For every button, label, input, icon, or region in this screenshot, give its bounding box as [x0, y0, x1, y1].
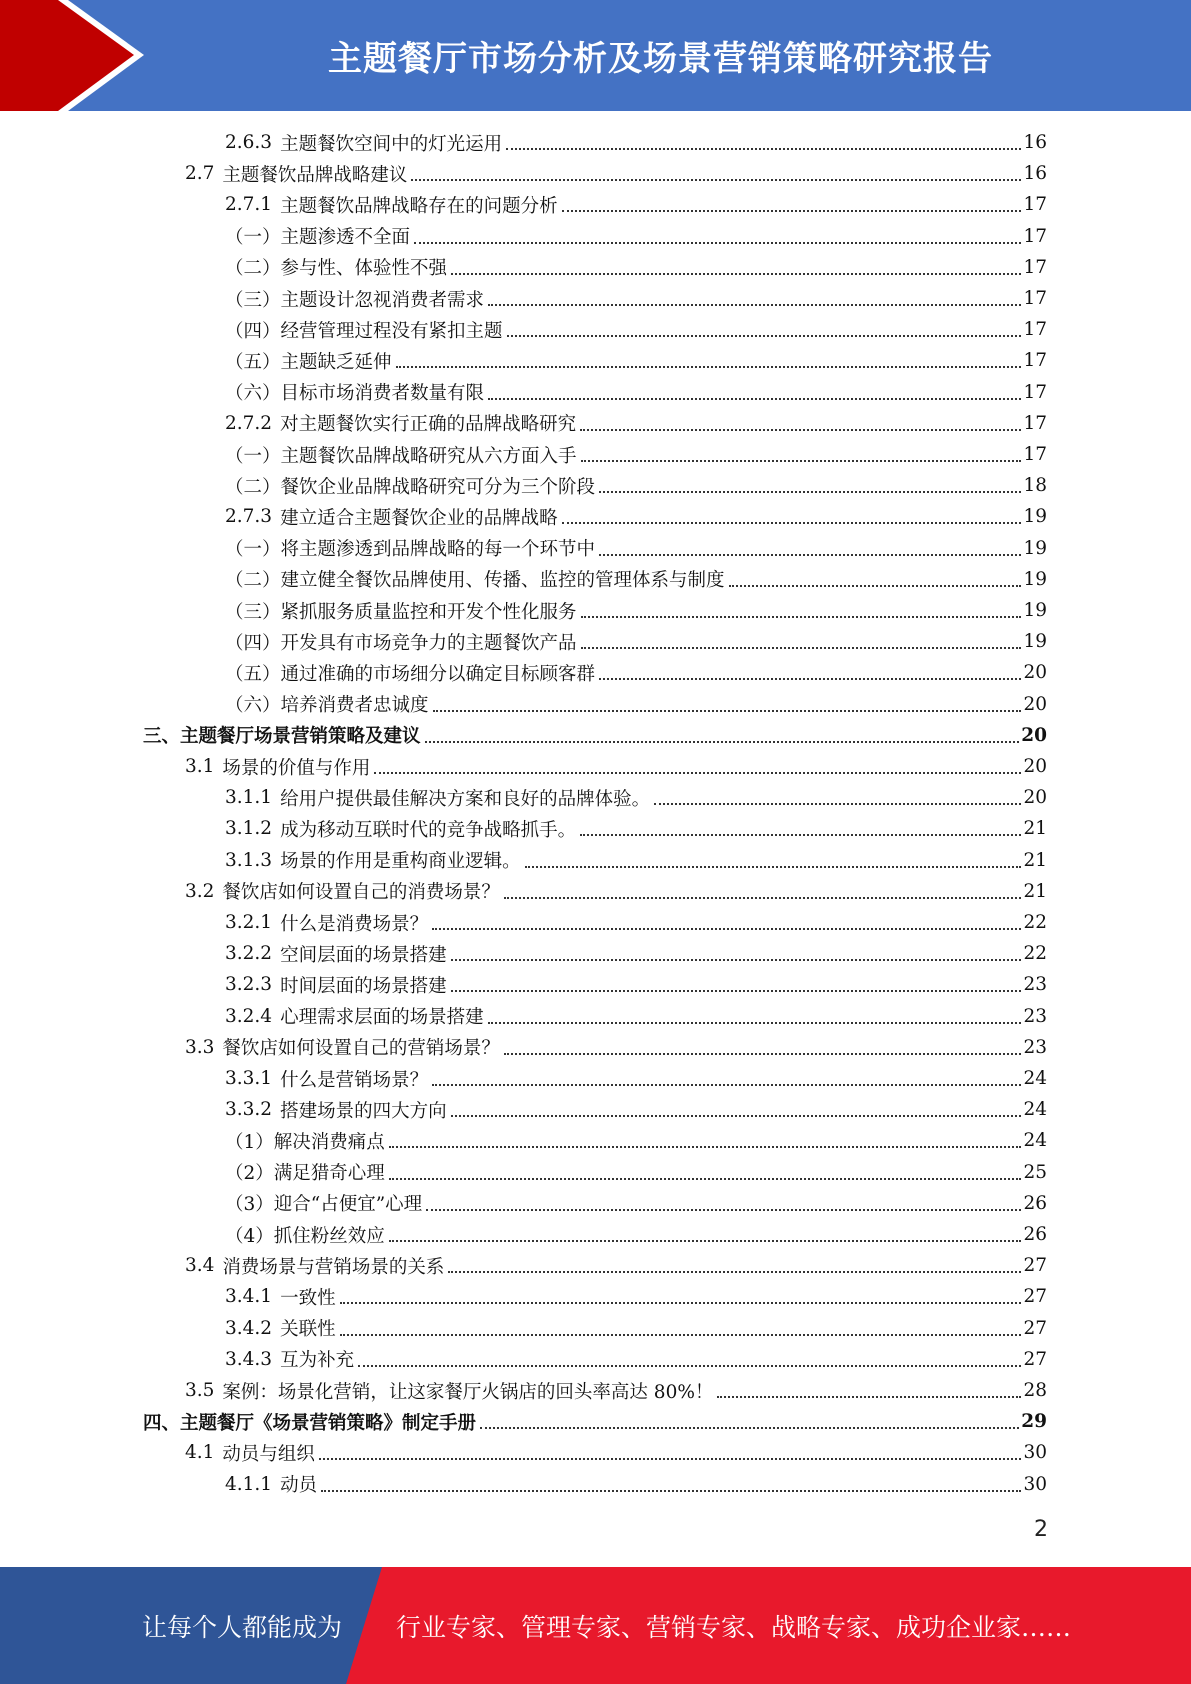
toc-entry-number: 3.2.2: [225, 943, 273, 965]
toc-entry-page: 17: [1023, 412, 1047, 434]
toc-entry-number: 3.1.1: [225, 787, 273, 809]
toc-entry[interactable]: [225, 938, 1047, 969]
toc-entry-number: 3.3.1: [225, 1068, 273, 1089]
toc-entry[interactable]: [225, 1469, 1047, 1500]
toc-entry[interactable]: [225, 1219, 1047, 1250]
toc-entry[interactable]: [225, 1063, 1047, 1094]
toc-entry[interactable]: [185, 1032, 1047, 1063]
toc-entry-title: （一）主题餐饮品牌战略研究从六方面入手: [225, 445, 577, 467]
toc-dot-leader: [432, 927, 1021, 930]
toc-dot-leader: [581, 646, 1022, 649]
toc-dot-leader: [717, 1395, 1021, 1398]
footer-slogan-right: 行业专家、管理专家、营销专家、战略专家、成功企业家……: [396, 1612, 1072, 1642]
toc-entry-title: 场景的价值与作用: [222, 757, 371, 779]
toc-dot-leader: [451, 958, 1022, 961]
toc-entry[interactable]: [225, 252, 1047, 283]
toc-entry-title: （4）抓住粉丝效应: [225, 1225, 385, 1247]
toc-entry[interactable]: [225, 845, 1047, 876]
toc-dot-leader: [599, 553, 1021, 556]
toc-entry-page: 17: [1023, 225, 1047, 247]
toc-entry-page: 17: [1023, 256, 1047, 278]
toc-entry-title: 动员: [280, 1475, 318, 1497]
toc-entry-page: 21: [1023, 849, 1047, 871]
toc-entry[interactable]: [225, 221, 1047, 252]
toc-dot-leader: [488, 1021, 1022, 1024]
toc-entry-title: （四）经营管理过程没有紧扣主题: [225, 320, 503, 342]
toc-entry-page: 19: [1023, 631, 1047, 653]
toc-dot-leader: [729, 584, 1022, 587]
toc-entry[interactable]: [225, 314, 1047, 345]
toc-entry-number: 3.2.3: [225, 974, 273, 996]
toc-entry-number: 3.1: [185, 756, 215, 777]
toc-entry-title: （一）将主题渗透到品牌战略的每一个环节中: [225, 539, 596, 561]
toc-entry-number: 3.2: [185, 880, 215, 902]
toc-entry-page: 20: [1023, 787, 1047, 809]
toc-entry-title: 建立适合主题餐饮企业的品牌战略: [280, 507, 558, 529]
toc-entry-page: 23: [1023, 1005, 1047, 1027]
toc-entry-page: 23: [1023, 974, 1047, 996]
toc-entry[interactable]: [225, 813, 1047, 844]
page-number: 2: [1034, 1517, 1048, 1542]
toc-dot-leader: [504, 1052, 1022, 1055]
toc-entry-number: 2.7.3: [225, 506, 273, 528]
toc-entry-title: （二）餐饮企业品牌战略研究可分为三个阶段: [225, 476, 596, 498]
toc-dot-leader: [504, 896, 1022, 899]
toc-entry-number: 3.4.3: [225, 1348, 273, 1370]
toc-entry[interactable]: [225, 1094, 1047, 1125]
toc-dot-leader: [599, 677, 1021, 680]
page-header: [0, 0, 1191, 111]
toc-entry-title: 消费场景与营销场景的关系: [222, 1256, 445, 1278]
toc-entry-page: 21: [1023, 818, 1047, 840]
toc-entry-number: 4.1: [185, 1442, 215, 1464]
toc-dot-leader: [396, 365, 1022, 368]
toc-entry-title: （六）培养消费者忠诚度: [225, 695, 429, 717]
toc-dot-leader: [654, 802, 1021, 805]
toc-dot-leader: [319, 1457, 1022, 1460]
toc-entry-page: 16: [1023, 163, 1047, 185]
toc-entry-page: 23: [1023, 1036, 1047, 1058]
toc-entry-number: 3.3: [185, 1036, 215, 1058]
toc-entry-page: 27: [1023, 1286, 1047, 1308]
page-footer: [0, 1567, 1191, 1684]
toc-entry-title: 空间层面的场景搭建: [280, 944, 447, 966]
toc-entry[interactable]: [185, 876, 1047, 907]
toc-entry-title: 心理需求层面的场景搭建: [280, 1007, 484, 1029]
toc-entry-number: 3.1.2: [225, 818, 273, 840]
toc-dot-leader: [433, 709, 1022, 712]
toc-entry-number: 2.7.1: [225, 194, 273, 216]
toc-dot-leader: [432, 1083, 1021, 1086]
toc-entry-page: 22: [1023, 912, 1047, 933]
toc-entry-title: （二）建立健全餐饮品牌使用、传播、监控的管理体系与制度: [225, 570, 725, 592]
toc-entry-title: （四）开发具有市场竞争力的主题餐饮产品: [225, 632, 577, 654]
toc-entry[interactable]: [225, 782, 1047, 813]
toc-entry-page: 17: [1023, 444, 1047, 465]
toc-entry-title: 给用户提供最佳解决方案和良好的品牌体验。: [280, 788, 651, 810]
toc-entry[interactable]: [225, 1281, 1047, 1312]
toc-entry[interactable]: [225, 907, 1047, 938]
toc-entry[interactable]: [225, 595, 1047, 626]
toc-entry-number: 2.7.2: [225, 412, 273, 434]
toc-entry-title: 餐饮店如何设置自己的消费场景？: [222, 882, 500, 904]
toc-entry-title: 主题餐饮品牌战略建议: [222, 164, 408, 186]
toc-entry[interactable]: [225, 969, 1047, 1000]
footer-slogan-left: 让每个人都能成为: [142, 1612, 343, 1642]
toc-entry-page: 30: [1023, 1442, 1047, 1464]
toc-entry[interactable]: [225, 439, 1047, 470]
toc-entry-page: 19: [1023, 506, 1047, 528]
toc-entry-page: 29: [1021, 1411, 1047, 1433]
toc-entry-title: （3）迎合“占便宜”心理: [225, 1194, 423, 1216]
toc-dot-leader: [451, 272, 1021, 275]
toc-entry[interactable]: [225, 1001, 1047, 1032]
toc-entry-title: 关联性: [280, 1319, 336, 1341]
toc-dot-leader: [562, 521, 1022, 524]
toc-dot-leader: [414, 241, 1021, 244]
toc-entry-page: 28: [1023, 1380, 1047, 1401]
toc-entry[interactable]: [185, 158, 1047, 189]
toc-entry[interactable]: [143, 1406, 1047, 1437]
toc-dot-leader: [580, 428, 1021, 431]
toc-entry-title: （三）主题设计忽视消费者需求: [225, 289, 485, 311]
toc-entry-page: 19: [1023, 568, 1047, 590]
toc-entry[interactable]: [225, 345, 1047, 376]
toc-entry-page: 30: [1023, 1473, 1047, 1495]
toc-entry-page: 22: [1023, 943, 1047, 965]
toc-dot-leader: [426, 1208, 1021, 1211]
toc-dot-leader: [358, 1364, 1021, 1367]
toc-dot-leader: [425, 740, 1020, 743]
toc-dot-leader: [562, 209, 1022, 212]
toc-dot-leader: [488, 397, 1021, 400]
toc-entry-number: 2.6.3: [225, 132, 273, 153]
toc-entry-title: 主题餐饮品牌战略存在的问题分析: [280, 195, 558, 217]
toc-entry[interactable]: [225, 189, 1047, 220]
toc-entry-title: 动员与组织: [222, 1443, 315, 1465]
toc-entry[interactable]: [225, 657, 1047, 688]
toc-entry-title: 餐饮店如何设置自己的营销场景？: [222, 1038, 500, 1060]
toc-entry-number: 3.1.3: [225, 849, 273, 871]
toc-entry[interactable]: [225, 470, 1047, 501]
toc-dot-leader: [411, 178, 1021, 181]
toc-entry[interactable]: [185, 1250, 1047, 1281]
toc-dot-leader: [507, 334, 1022, 337]
toc-entry-title: 一致性: [280, 1287, 336, 1309]
toc-entry[interactable]: [225, 408, 1047, 439]
toc-entry[interactable]: [225, 1188, 1047, 1219]
toc-entry[interactable]: [225, 626, 1047, 657]
toc-dot-leader: [448, 1270, 1021, 1273]
toc-entry-title: 三、主题餐厅场景营销策略及建议: [143, 726, 421, 748]
toc-entry-page: 21: [1023, 880, 1047, 902]
toc-dot-leader: [389, 1177, 1022, 1180]
toc-dot-leader: [374, 771, 1021, 774]
toc-entry[interactable]: [185, 1375, 1047, 1406]
toc-entry-number: 2.7: [185, 163, 215, 185]
toc-entry-page: 20: [1021, 724, 1047, 746]
toc-entry-title: 什么是营销场景？: [280, 1069, 429, 1091]
toc-dot-leader: [321, 1489, 1021, 1492]
toc-entry-page: 26: [1023, 1192, 1047, 1214]
toc-entry-number: 3.4.2: [225, 1317, 273, 1339]
toc-entry[interactable]: [225, 533, 1047, 564]
toc-dot-leader: [581, 615, 1022, 618]
toc-entry-title: （一）主题渗透不全面: [225, 227, 411, 249]
toc-dot-leader: [340, 1301, 1022, 1304]
header-arrow-icon: [0, 0, 160, 111]
toc-entry[interactable]: [225, 689, 1047, 720]
toc-entry-number: 3.2.1: [225, 912, 273, 933]
toc-entry-title: （2）满足猎奇心理: [225, 1163, 385, 1185]
toc-entry-number: 4.1.1: [225, 1473, 273, 1495]
toc-entry-page: 24: [1023, 1130, 1047, 1152]
toc-entry-title: 搭建场景的四大方向: [280, 1100, 447, 1122]
toc-entry-page: 17: [1023, 350, 1047, 372]
toc-entry-number: 3.3.2: [225, 1099, 273, 1121]
toc-entry[interactable]: [225, 283, 1047, 314]
toc-entry[interactable]: [185, 751, 1047, 782]
toc-entry[interactable]: [143, 720, 1047, 751]
toc-entry[interactable]: [225, 1157, 1047, 1188]
toc-dot-leader: [389, 1239, 1022, 1242]
toc-entry[interactable]: [225, 1125, 1047, 1156]
document-title: 主题餐厅市场分析及场景营销策略研究报告: [328, 39, 993, 79]
toc-entry-title: 什么是消费场景？: [280, 913, 429, 935]
toc-dot-leader: [340, 1333, 1022, 1336]
toc-entry[interactable]: [225, 377, 1047, 408]
toc-entry-page: 20: [1023, 693, 1047, 715]
toc-dot-leader: [580, 833, 1021, 836]
toc-entry-page: 25: [1023, 1161, 1047, 1183]
toc-entry-page: 17: [1023, 319, 1047, 341]
toc-entry[interactable]: [225, 501, 1047, 532]
toc-dot-leader: [599, 490, 1021, 493]
toc-entry-number: 3.4.1: [225, 1286, 273, 1308]
toc-dot-leader: [506, 147, 1021, 150]
toc-dot-leader: [480, 1426, 1019, 1429]
toc-entry-page: 24: [1023, 1068, 1047, 1089]
toc-entry-title: （1）解决消费痛点: [225, 1131, 385, 1153]
toc-entry-page: 17: [1023, 288, 1047, 309]
toc-entry-page: 27: [1023, 1348, 1047, 1370]
toc-entry-title: 互为补充: [280, 1350, 355, 1372]
toc-entry-title: 对主题餐饮实行正确的品牌战略研究: [280, 414, 577, 436]
toc-entry-number: 3.2.4: [225, 1005, 273, 1027]
toc-entry-number: 3.5: [185, 1380, 215, 1401]
toc-entry-title: （二）参与性、体验性不强: [225, 258, 448, 280]
toc-entry-title: （五）通过准确的市场细分以确定目标顾客群: [225, 663, 596, 685]
toc-entry-page: 19: [1023, 537, 1047, 559]
toc-dot-leader: [451, 989, 1022, 992]
toc-entry[interactable]: [225, 564, 1047, 595]
toc-entry-page: 27: [1023, 1255, 1047, 1277]
toc-entry-page: 17: [1023, 194, 1047, 216]
toc-entry-title: 成为移动互联时代的竞争战略抓手。: [280, 819, 577, 841]
toc-entry[interactable]: [225, 1313, 1047, 1344]
toc-dot-leader: [581, 459, 1022, 462]
toc-entry-page: 16: [1023, 132, 1047, 153]
toc-entry-page: 18: [1023, 475, 1047, 497]
toc-dot-leader: [488, 303, 1021, 306]
toc-entry-title: （五）主题缺乏延伸: [225, 351, 392, 373]
toc-entry-page: 20: [1023, 756, 1047, 777]
toc-entry[interactable]: [225, 1344, 1047, 1375]
toc-entry-number: 3.4: [185, 1255, 215, 1277]
toc-entry-page: 17: [1023, 381, 1047, 403]
toc-entry-title: （三）紧抓服务质量监控和开发个性化服务: [225, 601, 577, 623]
toc-entry-page: 27: [1023, 1317, 1047, 1339]
toc-entry-title: 四、主题餐厅《场景营销策略》制定手册: [143, 1412, 477, 1434]
toc-entry-page: 24: [1023, 1099, 1047, 1121]
toc-entry-title: （六）目标市场消费者数量有限: [225, 383, 485, 405]
toc-entry-title: 时间层面的场景搭建: [280, 975, 447, 997]
toc-dot-leader: [525, 865, 1022, 868]
toc-entry-page: 19: [1023, 600, 1047, 621]
toc-dot-leader: [451, 1114, 1022, 1117]
toc-entry[interactable]: [185, 1437, 1047, 1468]
toc-entry-title: 场景的作用是重构商业逻辑。: [280, 851, 521, 873]
toc-entry-title: 主题餐饮空间中的灯光运用: [280, 133, 503, 155]
toc-entry[interactable]: [225, 127, 1047, 158]
toc-entry-page: 20: [1023, 662, 1047, 684]
toc-entry-page: 26: [1023, 1224, 1047, 1245]
toc-entry-title: 案例：场景化营销，让这家餐厅火锅店的回头率高达 80%！: [222, 1381, 714, 1403]
toc-dot-leader: [389, 1145, 1022, 1148]
